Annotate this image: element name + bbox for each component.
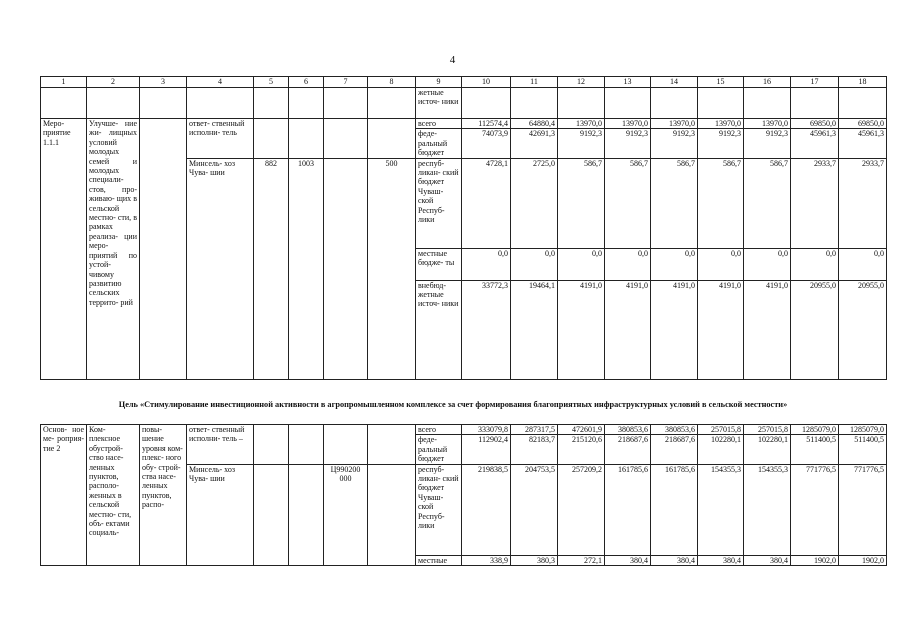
value-cell: 2933,7 bbox=[791, 158, 839, 248]
value-cell: 13970,0 bbox=[744, 119, 791, 129]
col-num: 2 bbox=[87, 77, 140, 88]
value-cell: 112902,4 bbox=[462, 435, 511, 464]
col-num: 14 bbox=[651, 77, 698, 88]
value-cell: 0,0 bbox=[511, 248, 558, 280]
funding-source: внебюд- жетные источ- ники bbox=[416, 280, 462, 379]
value-cell: 1902,0 bbox=[839, 555, 887, 565]
value-cell: 13970,0 bbox=[698, 119, 744, 129]
col-num: 5 bbox=[254, 77, 289, 88]
value-cell: 4191,0 bbox=[698, 280, 744, 379]
value-cell: 82183,7 bbox=[511, 435, 558, 464]
value-cell: 511400,5 bbox=[791, 435, 839, 464]
value-cell: 1902,0 bbox=[791, 555, 839, 565]
value-cell: 4728,1 bbox=[462, 158, 511, 248]
col-num: 16 bbox=[744, 77, 791, 88]
col-num: 6 bbox=[289, 77, 324, 88]
responsible-label: ответ- ственный исполни- тель bbox=[187, 119, 254, 159]
value-cell: 380,4 bbox=[605, 555, 651, 565]
value-cell: 4191,0 bbox=[605, 280, 651, 379]
value-cell: 218687,6 bbox=[651, 435, 698, 464]
value-cell: 380,4 bbox=[651, 555, 698, 565]
value-cell: 4191,0 bbox=[651, 280, 698, 379]
col-num: 13 bbox=[605, 77, 651, 88]
value-cell: 0,0 bbox=[791, 248, 839, 280]
event-description: Ком- плексное обустрой- ство насе- ленных пунктов, располо- женных в сельской местно- сти, объ- ектами социаль- bbox=[87, 425, 140, 566]
value-cell: 102280,1 bbox=[698, 435, 744, 464]
col-num: 18 bbox=[839, 77, 887, 88]
funding-source: местные бюдже- ты bbox=[416, 248, 462, 280]
funding-source: респуб- ликан- ский бюджет Чуваш- ской Респуб- лики bbox=[416, 158, 462, 248]
value-cell: 0,0 bbox=[744, 248, 791, 280]
value-cell: 586,7 bbox=[698, 158, 744, 248]
funding-source: всего bbox=[416, 119, 462, 129]
value-cell: 338,9 bbox=[462, 555, 511, 565]
value-cell: 586,7 bbox=[605, 158, 651, 248]
value-cell: 2933,7 bbox=[839, 158, 887, 248]
value-cell: 9192,3 bbox=[698, 129, 744, 158]
value-cell: 20955,0 bbox=[839, 280, 887, 379]
value-cell: 45961,3 bbox=[791, 129, 839, 158]
code-section: 1003 bbox=[289, 158, 324, 379]
value-cell: 1285079,0 bbox=[839, 425, 887, 435]
value-cell: 771776,5 bbox=[791, 464, 839, 555]
value-cell: 333079,8 bbox=[462, 425, 511, 435]
col-num: 1 bbox=[41, 77, 87, 88]
page-number: 4 bbox=[449, 54, 456, 66]
value-cell: 472601,9 bbox=[558, 425, 605, 435]
value-cell: 215120,6 bbox=[558, 435, 605, 464]
table-row bbox=[41, 119, 887, 129]
value-cell: 287317,5 bbox=[511, 425, 558, 435]
value-cell: 4191,0 bbox=[744, 280, 791, 379]
responsible-ministry: Минсель- хоз Чува- шии bbox=[187, 158, 254, 379]
value-cell: 74073,9 bbox=[462, 129, 511, 158]
value-cell: 586,7 bbox=[744, 158, 791, 248]
col-num: 11 bbox=[511, 77, 558, 88]
value-cell: 1285079,0 bbox=[791, 425, 839, 435]
value-cell: 33772,3 bbox=[462, 280, 511, 379]
code-target-article: Ц990200 000 bbox=[324, 464, 368, 565]
value-cell: 586,7 bbox=[558, 158, 605, 248]
col-num: 4 bbox=[187, 77, 254, 88]
value-cell: 380,4 bbox=[698, 555, 744, 565]
value-cell: 42691,3 bbox=[511, 129, 558, 158]
col-num: 8 bbox=[368, 77, 416, 88]
funding-source: местные bbox=[416, 555, 462, 565]
value-cell: 218687,6 bbox=[605, 435, 651, 464]
responsible-label: ответ- ственный исполни- тель – bbox=[187, 425, 254, 465]
budget-table-part1 bbox=[40, 76, 887, 380]
value-cell: 2725,0 bbox=[511, 158, 558, 248]
col-num: 12 bbox=[558, 77, 605, 88]
value-cell: 13970,0 bbox=[558, 119, 605, 129]
event-goal bbox=[140, 119, 187, 380]
value-cell: 102280,1 bbox=[744, 435, 791, 464]
budget-table-part2 bbox=[40, 424, 887, 566]
value-cell: 380853,6 bbox=[605, 425, 651, 435]
value-cell: 0,0 bbox=[698, 248, 744, 280]
value-cell: 9192,3 bbox=[744, 129, 791, 158]
value-cell: 9192,3 bbox=[605, 129, 651, 158]
funding-source: всего bbox=[416, 425, 462, 435]
value-cell: 112574,4 bbox=[462, 119, 511, 129]
value-cell: 13970,0 bbox=[651, 119, 698, 129]
value-cell: 0,0 bbox=[558, 248, 605, 280]
funding-source: респуб- ликан- ский бюджет Чуваш- ской Респуб- лики bbox=[416, 464, 462, 555]
value-cell: 272,1 bbox=[558, 555, 605, 565]
funding-source: феде- ральный бюджет bbox=[416, 435, 462, 464]
col-num: 15 bbox=[698, 77, 744, 88]
value-cell: 257209,2 bbox=[558, 464, 605, 555]
value-cell: 586,7 bbox=[651, 158, 698, 248]
col-num: 17 bbox=[791, 77, 839, 88]
table-row bbox=[41, 425, 887, 435]
value-cell: 64880,4 bbox=[511, 119, 558, 129]
value-cell: 257015,8 bbox=[744, 425, 791, 435]
value-cell: 9192,3 bbox=[651, 129, 698, 158]
value-cell: 161785,6 bbox=[605, 464, 651, 555]
value-cell: 0,0 bbox=[462, 248, 511, 280]
event-code: Меро- приятие 1.1.1 bbox=[41, 119, 87, 380]
value-cell: 19464,1 bbox=[511, 280, 558, 379]
value-cell: 4191,0 bbox=[558, 280, 605, 379]
value-cell: 257015,8 bbox=[698, 425, 744, 435]
value-cell: 380,3 bbox=[511, 555, 558, 565]
col-num: 3 bbox=[140, 77, 187, 88]
value-cell: 13970,0 bbox=[605, 119, 651, 129]
value-cell: 45961,3 bbox=[839, 129, 887, 158]
value-cell: 380,4 bbox=[744, 555, 791, 565]
value-cell: 771776,5 bbox=[839, 464, 887, 555]
value-cell: 9192,3 bbox=[558, 129, 605, 158]
responsible-ministry: Минсель- хоз Чува- шии bbox=[187, 464, 254, 565]
value-cell: 154355,3 bbox=[744, 464, 791, 555]
event-description: Улучше- ние жи- лищных условий молодых семей и молодых специали- стов, про- живаю- щих в сельской местно- сти, в рамках реализа- ции меро- приятий по устой- чивому развитию сельских террито- рий bbox=[87, 119, 140, 380]
value-cell: 69850,0 bbox=[791, 119, 839, 129]
goal-heading: Цель «Стимулирование инвестиционной активности в агропромышленном комплексе за счет формирования благоприятных инфраструктурных условий в сельской местности» bbox=[118, 400, 788, 409]
column-numbers-row bbox=[41, 77, 887, 88]
funding-source: феде- ральный бюджет bbox=[416, 129, 462, 158]
event-code: Основ- ное ме- роприя- тие 2 bbox=[41, 425, 87, 566]
value-cell: 69850,0 bbox=[839, 119, 887, 129]
event-goal: повы- шение уровня ком- плекс- ного обу- строй- ства насе- ленных пунктов, распо- bbox=[140, 425, 187, 566]
value-cell: 0,0 bbox=[605, 248, 651, 280]
value-cell: 219838,5 bbox=[462, 464, 511, 555]
code-target-article bbox=[324, 158, 368, 379]
value-cell: 154355,3 bbox=[698, 464, 744, 555]
value-cell: 161785,6 bbox=[651, 464, 698, 555]
value-cell: 20955,0 bbox=[791, 280, 839, 379]
code-expense-type: 500 bbox=[368, 158, 416, 379]
value-cell: 0,0 bbox=[651, 248, 698, 280]
col-num: 9 bbox=[416, 77, 462, 88]
value-cell: 380853,6 bbox=[651, 425, 698, 435]
table-row bbox=[41, 88, 887, 119]
code-grbs: 882 bbox=[254, 158, 289, 379]
value-cell: 0,0 bbox=[839, 248, 887, 280]
value-cell: 204753,5 bbox=[511, 464, 558, 555]
col-num: 7 bbox=[324, 77, 368, 88]
value-cell: 511400,5 bbox=[839, 435, 887, 464]
col-num: 10 bbox=[462, 77, 511, 88]
funding-source: жетные источ- ники bbox=[416, 88, 462, 119]
